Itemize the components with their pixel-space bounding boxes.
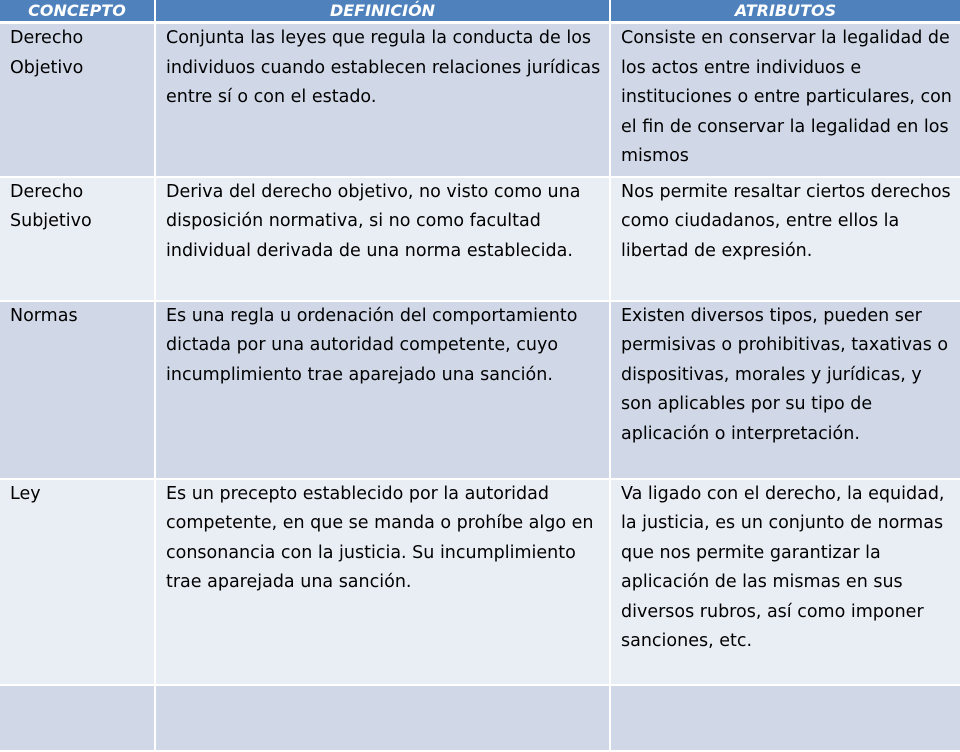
cell-definicion: Deriva del derecho objetivo, no visto como una disposición normativa, si no como facultad individual derivada de una norma establecida.	[155, 177, 610, 301]
header-atributos: ATRIBUTOS	[610, 0, 960, 23]
table-row	[0, 479, 960, 685]
cell-definicion: Conjunta las leyes que regula la conducta de los individuos cuando establecen relaciones jurídicas entre sí o con el estado.	[155, 23, 610, 177]
header-concepto: CONCEPTO	[0, 0, 155, 23]
cell-atributos: Consiste en conservar la legalidad de los actos entre individuos e instituciones o entre particulares, con el fin de conservar la legalidad en los mismos	[610, 23, 960, 177]
cell-definicion: Es un precepto establecido por la autoridad competente, en que se manda o prohíbe algo en consonancia con la justicia. Su incumplimiento trae aparejada una sanción.	[155, 479, 610, 685]
cell-definicion	[155, 685, 610, 751]
cell-concepto: Normas	[0, 301, 155, 479]
table-row	[0, 23, 960, 177]
cell-atributos: Existen diversos tipos, pueden ser permisivas o prohibitivas, taxativas o dispositivas, morales y jurídicas, y son aplicables por su tipo de aplicación o interpretación.	[610, 301, 960, 479]
cell-concepto: Derecho Subjetivo	[0, 177, 155, 301]
table-row	[0, 685, 960, 751]
header-definicion: DEFINICIÓN	[155, 0, 610, 23]
cell-definicion: Es una regla u ordenación del comportamiento dictada por una autoridad competente, cuyo incumplimiento trae aparejado una sanción.	[155, 301, 610, 479]
table-row	[0, 301, 960, 479]
table-row	[0, 177, 960, 301]
cell-concepto	[0, 685, 155, 751]
cell-atributos: Va ligado con el derecho, la equidad, la justicia, es un conjunto de normas que nos permite garantizar la aplicación de las mismas en sus diversos rubros, así como imponer sanciones, etc.	[610, 479, 960, 685]
cell-concepto: Derecho Objetivo	[0, 23, 155, 177]
cell-atributos	[610, 685, 960, 751]
cell-atributos: Nos permite resaltar ciertos derechos como ciudadanos, entre ellos la libertad de expresión.	[610, 177, 960, 301]
header-row	[0, 0, 960, 23]
cell-concepto: Ley	[0, 479, 155, 685]
